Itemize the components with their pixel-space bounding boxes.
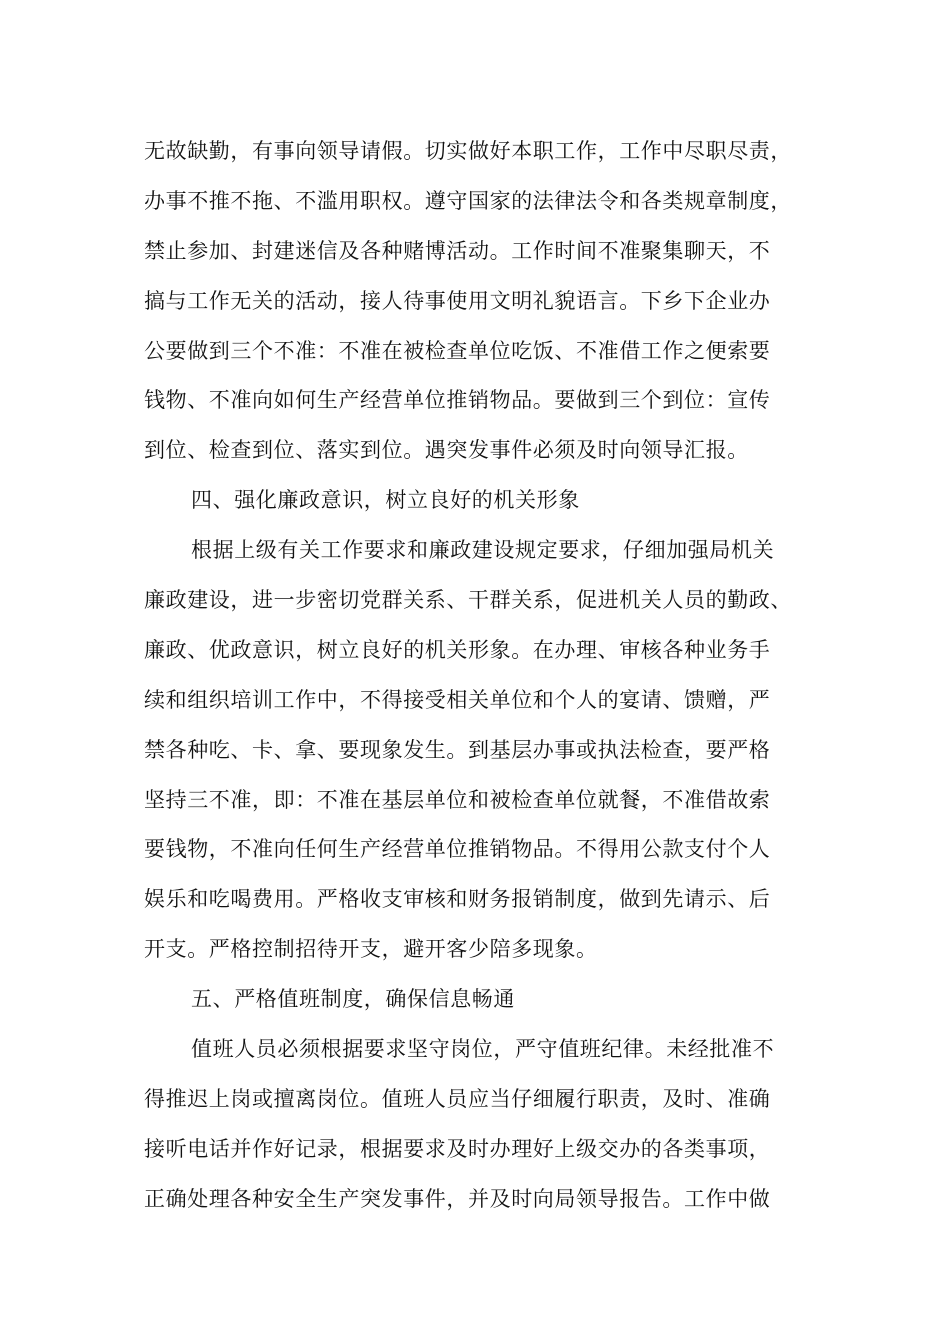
text-line: 要钱物，不准向任何生产经营单位推销物品。不得用公款支付个人 (144, 837, 771, 862)
text-line: 五、严格值班制度，确保信息畅通 (191, 987, 515, 1012)
text-line: 正确处理各种安全生产突发事件，并及时向局领导报告。工作中做 (144, 1186, 771, 1211)
text-line: 开支。严格控制招待开支，避开客少陪多现象。 (144, 937, 598, 962)
document-body (144, 127, 808, 1225)
text-line: 廉政、优政意识，树立良好的机关形象。在办理、审核各种业务手 (144, 637, 771, 662)
text-line: 值班人员必须根据要求坚守岗位，严守值班纪律。未经批准不 (191, 1037, 775, 1062)
text-line: 坚持三不准，即：不准在基层单位和被检查单位就餐，不准借故索 (144, 787, 771, 812)
text-line: 搞与工作无关的活动，接人待事使用文明礼貌语言。下乡下企业办 (144, 288, 771, 313)
text-line: 到位、检查到位、落实到位。遇突发事件必须及时向领导汇报。 (144, 438, 749, 463)
text-line: 续和组织培训工作中，不得接受相关单位和个人的宴请、馈赠，严 (144, 687, 771, 712)
text-line: 钱物、不准向如何生产经营单位推销物品。要做到三个到位：宣传 (144, 388, 771, 413)
text-line: 廉政建设，进一步密切党群关系、干群关系，促进机关人员的勤政、 (144, 588, 792, 613)
text-line: 得推迟上岗或擅离岗位。值班人员应当仔细履行职责，及时、准确 (144, 1086, 771, 1111)
text-line: 娱乐和吃喝费用。严格收支审核和财务报销制度，做到先请示、后 (144, 887, 771, 912)
text-line: 接听电话并作好记录，根据要求及时办理好上级交办的各类事项， (144, 1136, 771, 1161)
text-line: 禁止参加、封建迷信及各种赌博活动。工作时间不准聚集聊天，不 (144, 238, 771, 263)
text-line: 根据上级有关工作要求和廉政建设规定要求，仔细加强局机关 (191, 538, 775, 563)
text-line: 办事不推不拖、不滥用职权。遵守国家的法律法令和各类规章制度， (144, 188, 792, 213)
text-line: 无故缺勤，有事向领导请假。切实做好本职工作，工作中尽职尽责， (144, 139, 792, 163)
text-line: 公要做到三个不准：不准在被检查单位吃饭、不准借工作之便索要 (144, 338, 771, 363)
text-line: 四、强化廉政意识，树立良好的机关形象 (191, 488, 580, 513)
text-line: 禁各种吃、卡、拿、要现象发生。到基层办事或执法检查，要严格 (144, 737, 771, 762)
